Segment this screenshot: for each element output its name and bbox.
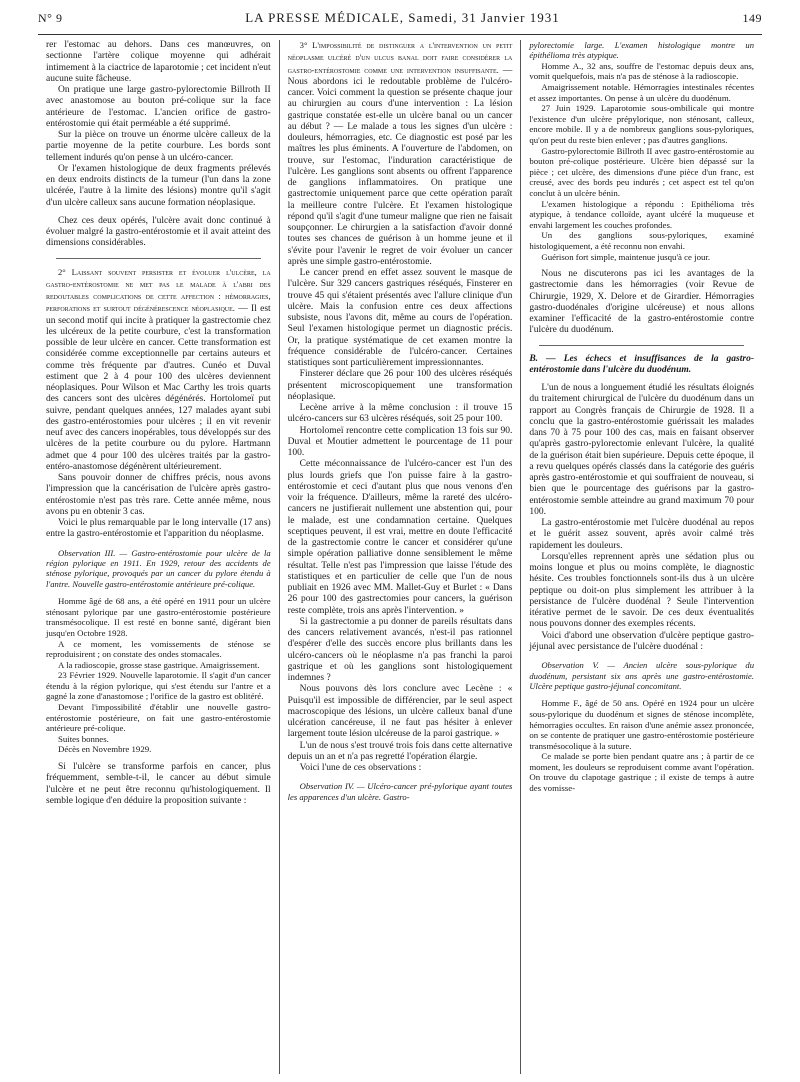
page-number: 149 [742,11,762,25]
page-header [38,10,762,35]
journal-title: LA PRESSE MÉDICALE, Samedi, 31 Janvier 1931 [245,10,560,25]
case-text: Décès en Novembre 1929. [58,744,152,755]
case-text: Un des ganglions sous-pyloriques, examiné histologiquement, a été reconnu non envahi. [529,230,755,251]
case-text: Homme A., 32 ans, souffre de l'estomac depuis deux ans, vomit quelquefois, mais n'a pas de sténose à la radioscopie. [529,60,755,82]
column-1 [38,40,279,1074]
paragraph: rer l'estomac au dehors. Dans ces manœuvres, on sectionne l'artère colique moyenne qui adhérait intimement à la ciactrice de laparotomie ; cet incident n'eut aucune suite fâcheuse. [46,40,271,84]
case-text: Devant l'impossibilité d'établir une nouvelle gastro-entérostomie postérieure, on fait une gastro-entérostomie antérieure pré-colique. [46,702,271,734]
paragraph: Voici d'abord une observation d'ulcère peptique gastro-jéjunal avec persistance de l'ulcère duodénal : [529,630,755,652]
paragraph: Si l'ulcère se transforme parfois en cancer, plus fréquemment, semble-t-il, le cancer au début simule l'ulcère et ne peut être reconnu qu'histologiquement. Il semble logique d'en déduire la proposition suivante : [46,762,271,806]
case-text: Gastro-pylorectomie Billroth II avec gastro-entérostomie au bouton pré-colique postérieure. Ulcère bien dépassé sur la pièce ; cet ulcère, des dimensions d'une pièce d'un franc, est creusé, avec des bords peu indurés ; cet aspect est tel qu'on conclut à un ulcère bénin. [529,145,755,198]
section-2-title: 2° Laissant souvent persister et évoluer l'ulcère, la gastro-entérostomie ne met pas le malade à l'abri des redoutables complications de cette affection : hémorragies, perforations et surtout dégénérescence néoplasique. [46,266,271,314]
case-text: Homme F., âgé de 50 ans. Opéré en 1924 pour un ulcère sous-pylorique du duodénum et signes de sténose incomplète, hémorragies occultes. En raison d'une anémie assez prononcée, on se contente de pratiquer une gastro-entérostomie postérieure transmésocolique à la suture. [529,698,755,751]
paragraph: Nous pouvons dès lors conclure avec Lecène : « Puisqu'il est impossible de différencier, par le seul aspect macroscopique des lésions, un ulcère calleux banal d'une ulcération cancéreuse, il ne faut pas hésiter à enlever largement toute lésion ulcéreuse de la paroi gastrique. » [287,684,513,740]
paragraph: Lecène arrive à la même conclusion : il trouve 15 ulcéro-cancers sur 63 ulcères réséqués, soit 25 pour 100. [287,403,513,425]
paragraph: Si la gastrectomie a pu donner de pareils résultats dans des cancers relativement avancés, n'est-il pas rationnel d'espérer d'elle des succès encore plus brillants dans les ulcéro-cancers où le néoplasme n'a pas franchi la paroi gastrique et où les ganglions sont histologiquement indemnes ? [287,616,513,683]
observation-5-heading: Observation V. — Ancien ulcère sous-pylorique du duodénum, persistant six ans après une gastro-entérostomie. Ulcère peptique gastro-jéjunal concomitant. [529,660,755,691]
section-3 [288,40,513,268]
case-text: 23 Février 1929. Nouvelle laparotomie. Il s'agit d'un cancer étendu à la région pylorique, qui s'est étendu sur l'antre et a gagné la zone d'anastomose ; l'orifice de la gastro est oblitéré. [46,670,271,702]
paragraph: Lorsqu'elles reprennent après une sédation plus ou moins longue et plus ou moins complète, le diagnostic hésite. Ces troubles fonctionnels sont-ils dus à un ulcère peptique ou doit-on plus simplement les attribuer à la persistance de l'ulcère duodénal ? Seule l'intervention itérative permet de le savoir. De ces deux éventualités nous pouvons donner des exemples récents. [529,551,755,630]
case-text: 27 Juin 1929. Laparotomie sous-ombilicale qui montre l'existence d'un ulcère prépylorique, non sténosant, calleux, encore mobile. Il y a de nombreux ganglions sous-pyloriques, qu'on peut du reste bien enlever ; pas d'autres ganglions. [529,103,755,145]
text-columns [38,40,762,1074]
paragraph: Le cancer prend en effet assez souvent le masque de l'ulcère. Sur 329 cancers gastriques réséqués, Finsterer en trouve 45 qui s'étaient présentés avec l'allure clinique d'un ulcère. Mais la confusion entre ces deux affections subsiste, nous l'avons dit, même au cours de l'opération. Seul l'examen histologique permet un diagnostic précis. Or, la pratique systématique de cet examen montre la fréquence considérable de l'ulcéro-cancer. Certaines statistiques sont particulièrement impressionnantes. [287,268,513,368]
section-b-heading: B. — Les échecs et insuffisances de la gastro-entérostomie dans l'ulcère du duodénum. [529,353,755,375]
section-3-title: 3° L'impossibilité de distinguer a l'intervention un petit néoplasme ulcéré d'un ulcus banal doit faire considérer la gastro-entérostomie comme une intervention insuffisante. [287,40,513,75]
paragraph: Finsterer déclare que 26 pour 100 des ulcères réséqués présentent microscopiquement une transformation néoplasique. [287,369,513,402]
paragraph: Voici le plus remarquable par le long intervalle (17 ans) entre la gastro-entérostomie et l'apparition du néoplasme. [46,518,271,540]
case-text: L'examen histologique a répondu : Epithélioma très atypique, à tendance colloïde, ayant ulcéré la muqueuse et envahi largement les couches profondes. [529,198,755,230]
case-text: Suites bonnes. [58,733,109,744]
section-2 [46,267,271,474]
paragraph: Sur la pièce on trouve un énorme ulcère calleux de la partie moyenne de la petite courbure. Les bords sont tellement indurés qu'on pense à un ulcéro-cancer. [46,130,271,163]
paragraph: Chez ces deux opérés, l'ulcère avait donc continué à évoluer malgré la gastro-entérostomie et il avait atteint des dimensions considérables. [46,215,271,249]
observation-3-heading: Observation III. — Gastro-entérostomie pour ulcère de la région pylorique en 1911. En 1929, retour des accidents de sténose pylorique, provoqués par un cancer du pylore étendu à l'antre. Nouvelle gastro-entérostomie antérieure pré-colique. [46,547,271,589]
case-text: Homme âgé de 68 ans, a été opéré en 1911 pour un ulcère sténosant pylorique par une gastro-entérostomie postérieure transmésocolique. Il est resté en bonne santé, digérant bien jusqu'en Octobre 1928. [46,596,271,638]
case-text: Ce malade se porte bien pendant quatre ans ; à partir de ce moment, les douleurs se reproduisent comme avant l'opération. On trouve du clapotage gastrique ; il existe de temps à autre des vomisse- [529,751,755,794]
paragraph: La gastro-entérostomie met l'ulcère duodénal au repos et le guérit assez souvent, après avoir calmé très rapidement les douleurs. [529,518,755,551]
paragraph: L'un de nous s'est trouvé trois fois dans cette alternative depuis un an et n'a pas regretté l'opération élargie. [287,740,513,762]
column-2 [279,40,521,1074]
section-3-text: — Nous abordons ici le redoutable problème de l'ulcéro-cancer. Voici comment la question se présente chaque jour au chirurgien au cours d'une intervention : La lésion gastrique constatée est-elle un ulcère banal ou un cancer au début ? — Le malade a tous les signes d'un ulcère : douleurs, hémorragies, etc. Ce diagnostic est posé par les maîtres les plus éminents. A l'ouverture de l'abdomen, on trouve, sur l'estomac, l'induration caractéristique de l'ulcère. Les ganglions sont absents ou offrent l'apparence de ganglions inflammatoires. On pratique une gastrectomie uniquement parce que cette opération paraît la meilleure contre l'ulcère. Et l'examen histologique répond qu'il s'agit d'une tumeur maligne que rien ne faisait soupçonner. Le chirurgien a la satisfaction d'avoir donné toutes ses chances de guérison à un homme jeune et il s'évite pour l'avenir le regret de voir évoluer un cancer après une simple gastro-entérostomie. [287,65,513,267]
paragraph: Or l'examen histologique de deux fragments prélevés en deux endroits distincts de la tumeur (l'un dans la zone ulcérée, l'autre à la limite des lésions) montre qu'il s'agit d'un ulcère calleux sans aucune formation néoplasique. [46,163,271,208]
section-2-text: — Il est un second motif qui incite à pratiquer la gastrectomie chez les ulcéreux de la petite courbure, c'est la transformation possible de leur ulcère en cancer. Cette transformation est considérée comme exceptionnelle par certains auteurs et comme très fréquente par d'autres. Cunéo et Duval estiment que 2 à 4 pour 100 des ulcères deviennent néoplasiques. Pour Wilson et Mac Carthy les trois quarts des cancers sont des ulcères dégénérés. Hortolomeï put suivre, pendant quelques années, 127 malades ayant subi des gastro-entérostomies pour ulcères ; il en vit revenir neuf avec des cancers inopérables, tous développés sur des ulcères de la petite courbure ou du pylore. Hartmann admet que 4 pour 100 des ulcères traités par la gastro-entéro-anastomose dégénèrent ultérieurement. [46,304,271,472]
divider [539,345,744,346]
paragraph: On pratique une large gastro-pylorectomie Billroth II avec anastomose au bouton pré-colique sur la face antérieure de l'estomac. L'ancien orifice de gastro-entérostomie qui était perméable a été supprimé. [46,85,271,129]
divider [56,258,261,259]
paragraph: Voici l'une de ces observations : [299,763,422,773]
paragraph: L'un de nous a longuement étudié les résultats éloignés du traitement chirurgical de l'ulcère du duodénum dans un rapport au Congrès français de Chirurgie de 1928. Il a conclu que la gastro-entérostomie guérissait les malades dans 70 à 75 pour 100 des cas, mais en faisant observer qu'après gastro-pylorectomie enlevant l'ulcère, la qualité de la guérison était bien supérieure. Depuis cette époque, il a revu quelques opérés classés dans la catégorie des guéris après gastro-entérostomie et qui souffraient de nouveau, si bien que le pourcentage des guérisons par la gastro-entérostomie semble atteindre au grand maximum 70 pour 100. [529,383,755,517]
case-text: A ce moment, les vomissements de sténose se reproduisirent ; on constate des ondes stomacales. [46,638,271,660]
paragraph: Nous ne discuterons pas ici les avantages de la gastrectomie dans les hémorragies (voir Revue de Chirurgie, 1929, X. Delore et de Girardier. Hémorragies gastro-duodénales d'origine ulcéreuse) et nous allons examiner l'efficacité de la gastro-entérostomie contre l'ulcère du duodénum. [529,269,755,336]
paragraph: Cette méconnaissance de l'ulcéro-cancer est l'un des plus lourds griefs que l'on puisse faire à la gastro-entérostomie et ceci d'autant plus que nous venons d'en voir la fréquence. D'ailleurs, même la rareté des ulcéro-cancers ne justifierait nullement une abstention qui, pour le malade, est une condamnation certaine. Quelques sceptiques peuvent, il est vrai, mettre en doute l'efficacité de la gastrectomie contre le cancer et considérer qu'une simple opération palliative donne sensiblement le même résultat. Telle n'est pas l'impression que laisse l'étude des statistiques et en particulier de celle que l'un de nous publiait en 1926 avec MM. Mallet-Guy et Burlet : « Dans 26 pour 100 des gastrectomies pour cancers, la guérison reste complète, trois ans après l'intervention. » [287,459,513,616]
column-3 [520,40,762,1074]
case-text: A la radioscopie, grosse stase gastrique. Amaigrissement. [58,659,260,670]
paragraph: Sans pouvoir donner de chiffres précis, nous avons l'impression que la cancérisation de l'ulcère après gastro-entérostomie n'est pas très rare. Cette année même, nous avons pu en obtenir 3 cas. [46,473,271,517]
issue-number: N° 9 [38,11,63,25]
observation-4-heading-cont: pylorectomie large. L'examen histologique montre un épithélioma très atypique. [529,40,755,61]
case-text: Guérison fort simple, maintenue jusqu'à ce jour. [541,251,711,262]
observation-4-heading: Observation IV. — Ulcéro-cancer pré-pylorique ayant toutes les apparences d'un ulcère. Gastro- [287,781,513,802]
case-text: Amaigrissement notable. Hémorragies intestinales récentes et assez importantes. On pense à un ulcère du duodénum. [529,82,755,103]
paragraph: Hortolomeï rencontre cette complication 13 fois sur 90. Duval et Moutier admettent le pourcentage de 11 pour 100. [287,425,513,458]
